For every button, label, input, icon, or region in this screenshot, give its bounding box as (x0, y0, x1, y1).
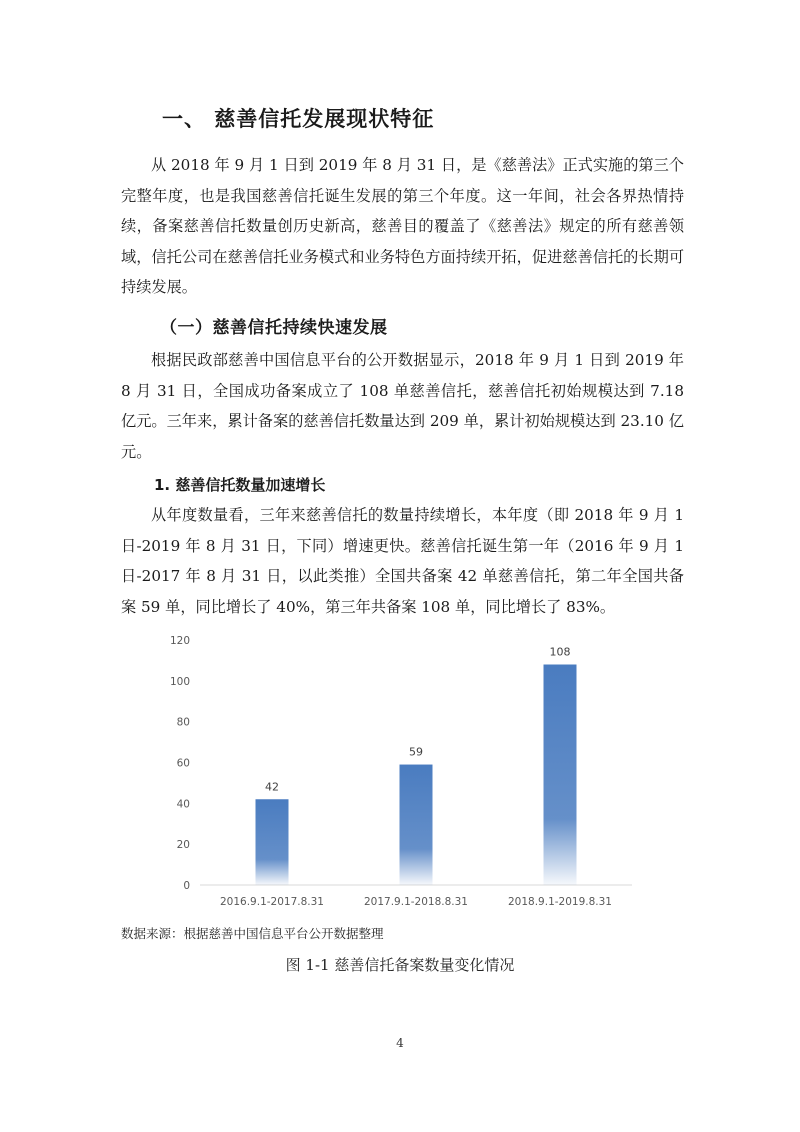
subsection-heading: （一）慈善信托持续快速发展 (160, 318, 388, 338)
bar (400, 765, 433, 885)
data-source-note: 数据来源：根据慈善中国信息平台公开数据整理 (121, 926, 384, 941)
y-tick-label: 40 (176, 798, 190, 811)
y-tick-label: 100 (169, 675, 190, 688)
bar-value-label: 42 (265, 780, 279, 794)
subsubsection-heading: 1. 慈善信托数量加速增长 (154, 476, 326, 494)
bar-value-label: 59 (409, 745, 423, 759)
y-tick-label: 120 (169, 635, 190, 647)
bar (256, 799, 289, 885)
page-number: 4 (396, 1036, 404, 1050)
paragraph-growth: 从年度数量看，三年来慈善信托的数量持续增长，本年度（即 2018 年 9 月 1 日-2019 年 8 月 31 日，下同）增速更快。慈善信托诞生第一年（2016 年 9 月 1 日-2017 年 8 月 31 日，以此类推）全国共备案 42 单慈善信托，第二年全国共备案 59 单，同比增长了 40%，第三年共备案 108 单，同比增长了 83%。 (121, 506, 684, 616)
bar-chart (160, 628, 640, 913)
y-tick-label: 60 (176, 757, 190, 770)
paragraph-intro: 从 2018 年 9 月 1 日到 2019 年 8 月 31 日，是《慈善法》正式实施的第三个完整年度，也是我国慈善信托诞生发展的第三个年度。这一年间，社会各界热情持续，备案慈善信托数量创历史新高，慈善目的覆盖了《慈善法》规定的所有慈善领域，信托公司在慈善信托业务模式和业务特色方面持续开拓，促进慈善信托的长期可持续发展。 (121, 156, 684, 296)
x-category-label: 2017.9.1-2018.8.31 (364, 896, 468, 908)
y-tick-label: 20 (176, 839, 190, 852)
section-heading: 一、 慈善信托发展现状特征 (162, 107, 435, 131)
x-category-label: 2016.9.1-2017.8.31 (220, 896, 324, 908)
bar-value-label: 108 (549, 645, 571, 659)
y-tick-label: 0 (183, 880, 190, 892)
figure-caption: 图 1-1 慈善信托备案数量变化情况 (285, 956, 515, 974)
paragraph-data: 根据民政部慈善中国信息平台的公开数据显示，2018 年 9 月 1 日到 2019 年 8 月 31 日，全国成功备案成立了 108 单慈善信托，慈善信托初始规模达到 7.18 亿元。三年来，累计备案的慈善信托数量达到 209 单，累计初始规模达到 23.10 亿元。 (121, 351, 684, 461)
x-category-label: 2018.9.1-2019.8.31 (508, 896, 612, 908)
bar (544, 665, 577, 886)
y-tick-label: 80 (176, 716, 190, 729)
